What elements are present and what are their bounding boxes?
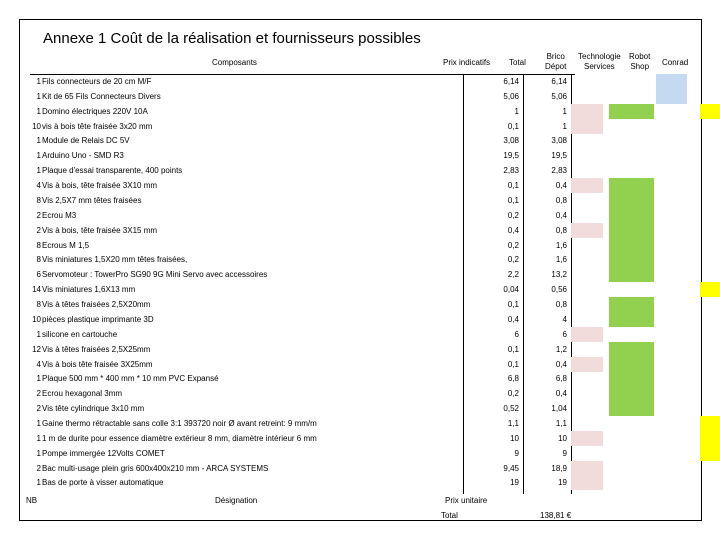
cell-desc: Module de Relais DC 5V [42, 136, 130, 146]
cell-prix: 0,2 [507, 240, 519, 250]
cell-total: 13,2 [551, 270, 567, 280]
cell-total: 10 [558, 433, 567, 443]
footer-total-value: 138,81 € [540, 511, 572, 520]
cell-prix: 0,1 [507, 195, 519, 205]
cell-prix: 9,45 [503, 463, 519, 473]
table-row [30, 371, 667, 386]
cell-qty: 1 [36, 433, 41, 443]
supplier-techno-marker [609, 267, 654, 282]
table-row [30, 282, 667, 297]
cell-qty: 10 [32, 121, 41, 131]
cell-total: 1 [562, 121, 567, 131]
supplier-techno-marker [609, 357, 654, 372]
page-title: Annexe 1 Coût de la réalisation et fournisseurs possibles [43, 30, 421, 47]
table-row [30, 119, 667, 134]
cell-desc: Vis 2,5X7 mm têtes fraisées [42, 195, 142, 205]
cell-total: 1,04 [551, 404, 567, 414]
table-row [30, 223, 667, 238]
header-techno-line1: Technologie [578, 52, 621, 61]
cell-desc: Pompe immergée 12Volts COMET [42, 448, 165, 458]
cell-desc: Ecrou hexagonal 3mm [42, 389, 123, 399]
cell-prix: 1,1 [507, 419, 519, 428]
header-techno [578, 52, 621, 72]
cell-prix: 0,1 [507, 181, 519, 191]
cell-total: 5,06 [551, 91, 567, 101]
cell-desc: Gaine thermo rétractable sans colle 3:1 393720 noir Ø avant retreint: 9 mm/m [42, 419, 317, 428]
cell-total: 0,8 [555, 300, 567, 310]
header-robot-line1: Robot [629, 52, 651, 61]
supplier-robot-marker [656, 74, 687, 89]
footer-prix-unitaire: Prix unitaire [445, 496, 488, 505]
table-row [30, 74, 667, 89]
table-row [30, 104, 667, 119]
cell-desc: Bac multi-usage plein gris 600x400x210 mm - ARCA SYSTEMS [42, 463, 269, 473]
supplier-techno-marker [609, 178, 654, 193]
cell-qty: 1 [36, 106, 41, 116]
cell-prix: 2,2 [507, 270, 519, 280]
cell-prix: 0,4 [507, 225, 519, 235]
table-row [30, 297, 667, 312]
supplier-techno-marker [609, 297, 654, 312]
cell-qty: 4 [36, 181, 41, 191]
supplier-brico-marker [571, 431, 603, 446]
cell-qty: 1 [36, 478, 41, 488]
cell-qty: 4 [36, 359, 41, 369]
table-row [30, 238, 667, 253]
supplier-techno-marker [609, 252, 654, 267]
cell-qty: 1 [36, 136, 41, 146]
cell-desc: Plaque d'essai transparente, 400 points [42, 166, 183, 176]
cell-prix: 0,1 [507, 121, 519, 131]
cell-qty: 1 [36, 91, 41, 101]
supplier-brico-marker [571, 357, 603, 372]
cell-qty: 1 [36, 151, 41, 161]
cell-desc: Vis miniatures 1,5X20 mm têtes fraisées, [42, 255, 188, 265]
cell-prix: 19,5 [503, 151, 519, 161]
cell-total: 0,4 [555, 389, 567, 399]
cell-qty: 8 [36, 240, 41, 250]
supplier-techno-marker [609, 238, 654, 253]
cell-desc: Ecrou M3 [42, 210, 77, 220]
cell-prix: 9 [514, 448, 519, 458]
cell-prix: 0,04 [503, 285, 519, 295]
supplier-techno-marker [609, 223, 654, 238]
cell-desc: vis à bois tête fraisée 3x20 mm [42, 121, 153, 131]
supplier-techno-marker [609, 342, 654, 357]
table-row [30, 342, 667, 357]
cell-qty: 1 [36, 329, 41, 339]
cell-qty: 1 [36, 77, 41, 86]
cell-total: 0,4 [555, 210, 567, 220]
cell-prix: 0,4 [507, 314, 519, 324]
table-row [30, 193, 667, 208]
cell-desc: Domino électriques 220V 10A [42, 106, 148, 116]
cell-total: 19,5 [551, 151, 567, 161]
supplier-brico-marker [571, 223, 603, 238]
table-row [30, 208, 667, 223]
cell-desc: Bas de porte à visser automatique [42, 478, 164, 488]
cell-total: 1 [562, 106, 567, 116]
cell-qty: 1 [36, 448, 41, 458]
cell-desc: Kit de 65 Fils Connecteurs Divers [42, 91, 161, 101]
cell-desc: Servomoteur : TowerPro SG90 9G Mini Servo avec accessoires [42, 270, 268, 280]
cell-total: 1,6 [555, 255, 567, 265]
table-row [30, 163, 667, 178]
cell-desc: silicone en cartouche [42, 329, 118, 339]
table-row [30, 312, 667, 327]
table-row [30, 252, 667, 267]
supplier-brico-marker [571, 327, 603, 342]
footer-nb: NB [26, 496, 38, 505]
cell-total: 4 [562, 314, 567, 324]
cell-total: 0,4 [555, 181, 567, 191]
cell-desc: Vis à têtes fraisées 2,5X25mm [42, 344, 151, 354]
header-brico-line2: Dépot [545, 62, 567, 71]
cell-qty: 1 [36, 374, 41, 384]
cell-qty: 8 [36, 255, 41, 265]
supplier-techno-marker [609, 208, 654, 223]
table-row [30, 89, 667, 104]
cell-total: 9 [562, 448, 567, 458]
cell-total: 3,08 [551, 136, 567, 146]
header-composants: Composants [212, 58, 257, 67]
cell-prix: 5,06 [503, 91, 519, 101]
supplier-brico-marker [571, 178, 603, 193]
table-row [30, 386, 667, 401]
cell-total: 6,8 [555, 374, 567, 384]
cell-prix: 6,14 [503, 77, 519, 86]
cell-total: 19 [558, 478, 567, 488]
cell-prix: 0,1 [507, 300, 519, 310]
supplier-conrad-marker [700, 416, 720, 431]
cell-prix: 0,1 [507, 359, 519, 369]
table-row [30, 416, 667, 431]
cell-desc: Plaque 500 mm * 400 mm * 10 mm PVC Expansé [42, 374, 219, 384]
cell-prix: 10 [510, 433, 519, 443]
cell-prix: 3,08 [503, 136, 519, 146]
table-row [30, 401, 667, 416]
supplier-brico-marker [571, 461, 603, 476]
supplier-brico-marker [571, 119, 603, 134]
cell-qty: 2 [36, 463, 41, 473]
supplier-techno-marker [609, 371, 654, 386]
cell-prix: 1 [514, 106, 519, 116]
supplier-conrad-marker [700, 104, 720, 119]
table-row [30, 475, 667, 490]
cell-desc: Ecrous M 1,5 [42, 240, 90, 250]
table-row [30, 267, 667, 282]
cell-qty: 8 [36, 195, 41, 205]
cell-desc: Vis à bois, tête fraisée 3X10 mm [42, 181, 158, 191]
cell-desc: Vis à bois tête fraisée 3X25mm [42, 359, 153, 369]
cell-desc: 1 m de durite pour essence diamètre extérieur 8 mm, diamètre intérieur 6 mm [42, 433, 317, 443]
cell-total: 18,9 [551, 463, 567, 473]
cell-qty: 6 [36, 270, 41, 280]
table-row [30, 133, 667, 148]
footer-designation: Désignation [215, 496, 258, 505]
cell-desc: Fils connecteurs de 20 cm M/F [42, 77, 152, 86]
cell-prix: 6 [514, 329, 519, 339]
table-row [30, 461, 667, 476]
supplier-conrad-marker [700, 431, 720, 446]
supplier-techno-marker [609, 193, 654, 208]
supplier-brico-marker [571, 104, 603, 119]
cell-desc: Vis à bois, tête fraisée 3X15 mm [42, 225, 158, 235]
header-total: Total [509, 58, 526, 67]
cell-qty: 2 [36, 225, 41, 235]
table-row [30, 431, 667, 446]
cell-prix: 19 [510, 478, 519, 488]
header-techno-line2: Services [584, 62, 615, 71]
footer-total-label: Total [441, 511, 458, 520]
table-row [30, 446, 667, 461]
cell-prix: 0,1 [507, 344, 519, 354]
cell-total: 0,4 [555, 359, 567, 369]
supplier-robot-marker [656, 89, 687, 104]
cell-prix: 2,83 [503, 166, 519, 176]
supplier-techno-marker [609, 386, 654, 401]
cell-desc: Vis miniatures 1,6X13 mm [42, 285, 136, 295]
table-row [30, 178, 667, 193]
supplier-conrad-marker [700, 446, 720, 461]
supplier-techno-marker [609, 104, 654, 119]
header-brico-line1: Brico [546, 52, 565, 61]
cell-total: 6 [562, 329, 567, 339]
cell-total: 0,8 [555, 225, 567, 235]
header-prix: Prix indicatifs [443, 58, 491, 67]
cell-total: 1,6 [555, 240, 567, 250]
cell-qty: 2 [36, 404, 41, 414]
cell-total: 1,2 [555, 344, 567, 354]
cell-desc: pièces plastique imprimante 3D [42, 314, 154, 324]
cell-qty: 10 [32, 314, 41, 324]
cell-prix: 6,8 [507, 374, 519, 384]
cell-prix: 0,2 [507, 255, 519, 265]
cell-qty: 14 [32, 285, 41, 295]
table-row [30, 327, 667, 342]
cell-total: 2,83 [551, 166, 567, 176]
header-robot [629, 52, 650, 72]
cell-qty: 1 [36, 419, 41, 428]
supplier-techno-marker [609, 401, 654, 416]
cell-total: 0,56 [551, 285, 567, 295]
cell-prix: 0,2 [507, 389, 519, 399]
supplier-conrad-marker [700, 282, 720, 297]
supplier-brico-marker [571, 475, 603, 490]
cell-desc: Vis à têtes fraisées 2,5X20mm [42, 300, 151, 310]
cell-desc: Vis tête cylindrique 3x10 mm [42, 404, 145, 414]
cell-total: 0,8 [555, 195, 567, 205]
cell-prix: 0,2 [507, 210, 519, 220]
header-robot-line2: Shop [630, 62, 650, 71]
table-row [30, 148, 667, 163]
cell-total: 1,1 [555, 419, 567, 428]
supplier-techno-marker [609, 312, 654, 327]
table-row [30, 357, 667, 372]
cell-total: 6,14 [551, 77, 567, 86]
cell-qty: 2 [36, 389, 41, 399]
cell-desc: Arduino Uno - SMD R3 [42, 151, 124, 161]
header-conrad: Conrad [662, 58, 689, 67]
cell-qty: 8 [36, 300, 41, 310]
cell-qty: 12 [32, 344, 41, 354]
cell-prix: 0,52 [503, 404, 519, 414]
header-brico [545, 52, 566, 72]
cell-qty: 1 [36, 166, 41, 176]
cell-qty: 2 [36, 210, 41, 220]
